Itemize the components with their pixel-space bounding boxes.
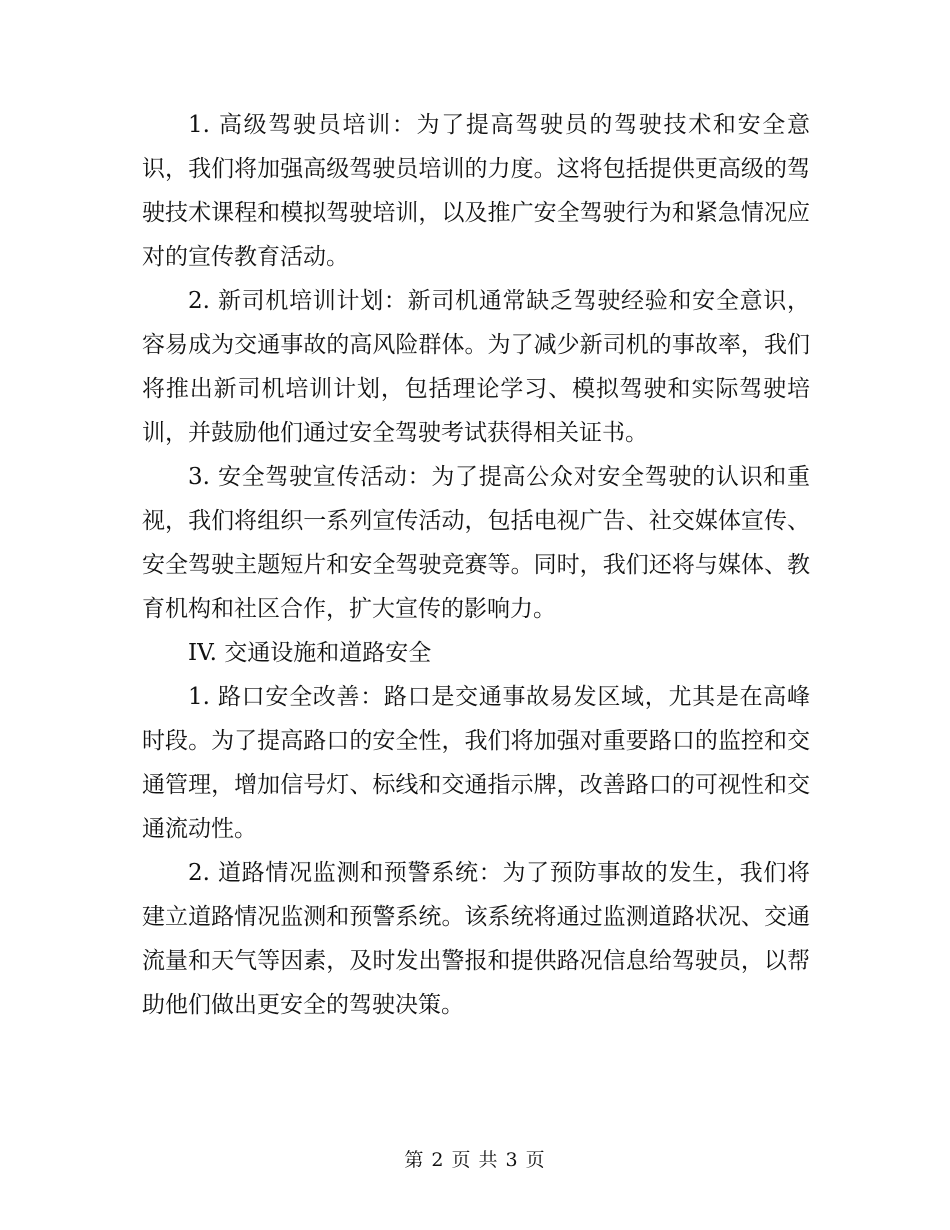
page-number-footer: 第 2 页 共 3 页 xyxy=(404,1149,546,1171)
paragraph-new-driver-training: 2. 新司机培训计划：新司机通常缺乏驾驶经验和安全意识，容易成为交通事故的高风险群体。为了减少新司机的事故率，我们将推出新司机培训计划，包括理论学习、模拟驾驶和实际驾驶培训，并鼓励他们通过安全驾驶考试获得相关证书。 xyxy=(142,288,810,446)
paragraph-advanced-driver-training: 1. 高级驾驶员培训：为了提高驾驶员的驾驶技术和安全意识，我们将加强高级驾驶员培训的力度。这将包括提供更高级的驾驶技术课程和模拟驾驶培训，以及推广安全驾驶行为和紧急情况应对的宣传教育活动。 xyxy=(142,112,810,270)
paragraph-road-monitoring-system: 2. 道路情况监测和预警系统：为了预防事故的发生，我们将建立道路情况监测和预警系统。该系统将通过监测道路状况、交通流量和天气等因素，及时发出警报和提供路况信息给驾驶员，以帮助他们做出更安全的驾驶决策。 xyxy=(142,860,810,1018)
paragraph-intersection-safety: 1. 路口安全改善：路口是交通事故易发区域，尤其是在高峰时段。为了提高路口的安全性，我们将加强对重要路口的监控和交通管理，增加信号灯、标线和交通指示牌，改善路口的可视性和交通流动性。 xyxy=(142,684,810,842)
document-body xyxy=(142,103,810,1027)
section-heading: IV. 交通设施和道路安全 xyxy=(188,640,432,666)
paragraph-safe-driving-campaign: 3. 安全驾驶宣传活动：为了提高公众对安全驾驶的认识和重视，我们将组织一系列宣传活动，包括电视广告、社交媒体宣传、安全驾驶主题短片和安全驾驶竞赛等。同时，我们还将与媒体、教育机构和社区合作，扩大宣传的影响力。 xyxy=(142,464,810,622)
